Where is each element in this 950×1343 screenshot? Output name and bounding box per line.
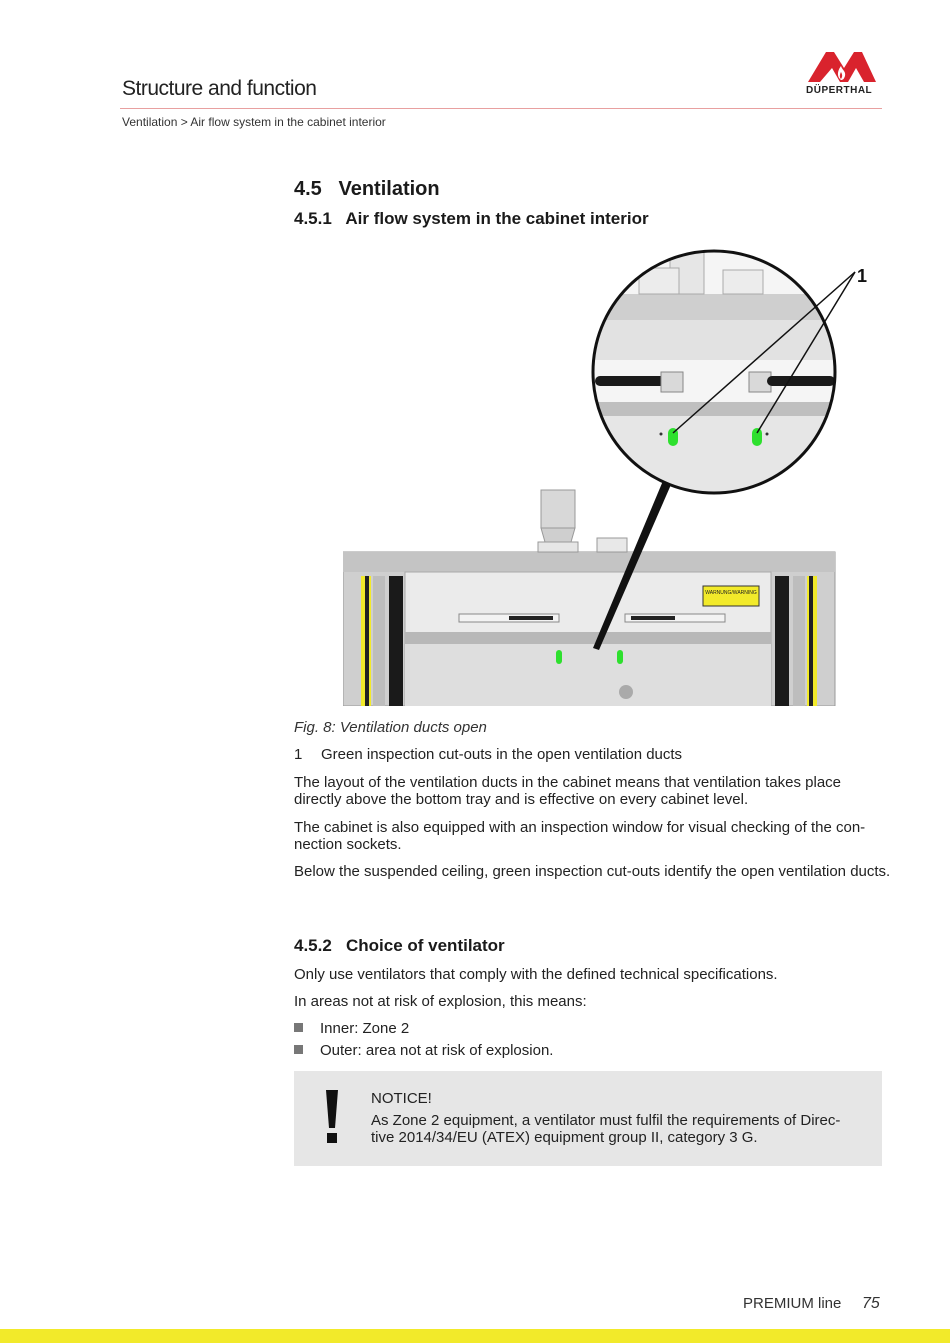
paragraph-cutouts: Below the suspended ceiling, green inspection cut-outs identify the open ventilation ducts.	[294, 863, 891, 880]
figure-caption: Fig. 8: Ventilation ducts open	[294, 719, 487, 736]
legend-text: Green inspection cut-outs in the open ventilation ducts	[321, 746, 683, 763]
paragraph-specifications: Only use ventilators that comply with the defined technical specifications.	[294, 966, 778, 983]
subsection-heading-air-flow: 4.5.1 Air flow system in the cabinet interior	[294, 209, 649, 228]
list-item-text: Inner: Zone 2	[320, 1020, 410, 1037]
subsection-heading-ventilator: 4.5.2 Choice of ventilator	[294, 936, 505, 955]
cabinet-illustration	[343, 490, 835, 706]
exclamation-icon	[322, 1090, 342, 1146]
bullet-square-icon	[294, 1045, 303, 1054]
paragraph-inspection-window: The cabinet is also equipped with an inspection window for visual checking of the con-nection sockets.	[294, 819, 866, 853]
notice-title: NOTICE!	[371, 1090, 432, 1107]
footer-product: PREMIUM line	[743, 1295, 842, 1312]
warning-label-text: WARNUNG/WARNING	[705, 590, 757, 596]
list-item-text: Outer: area not at risk of explosion.	[320, 1042, 554, 1059]
breadcrumb: Ventilation > Air flow system in the cabinet interior	[122, 115, 386, 129]
bullet-square-icon	[294, 1023, 303, 1032]
footer-stripe	[0, 1329, 950, 1343]
page-header-title: Structure and function	[122, 77, 317, 100]
ventilation-figure	[343, 240, 883, 706]
paragraph-explosion-areas: In areas not at risk of explosion, this means:	[294, 993, 587, 1010]
legend-number: 1	[294, 746, 303, 763]
list-item	[294, 1020, 409, 1037]
magnified-detail	[583, 240, 853, 510]
figure-legend	[294, 746, 682, 763]
page-number: 75	[862, 1295, 880, 1312]
header-divider	[120, 108, 882, 109]
list-item	[294, 1042, 553, 1059]
paragraph-layout: The layout of the ventilation ducts in the cabinet means that ventilation takes place directly above the bottom tray and is effective on every cabinet level.	[294, 774, 842, 808]
section-heading: 4.5 Ventilation	[294, 178, 440, 200]
notice-text: As Zone 2 equipment, a ventilator must fulfil the requirements of Direc-tive 2014/34/EU (ATEX) equipment group II, category 3 G.	[371, 1112, 841, 1146]
callout-number: 1	[857, 266, 868, 286]
logo-wordmark: DÜPERTHAL	[806, 85, 873, 96]
